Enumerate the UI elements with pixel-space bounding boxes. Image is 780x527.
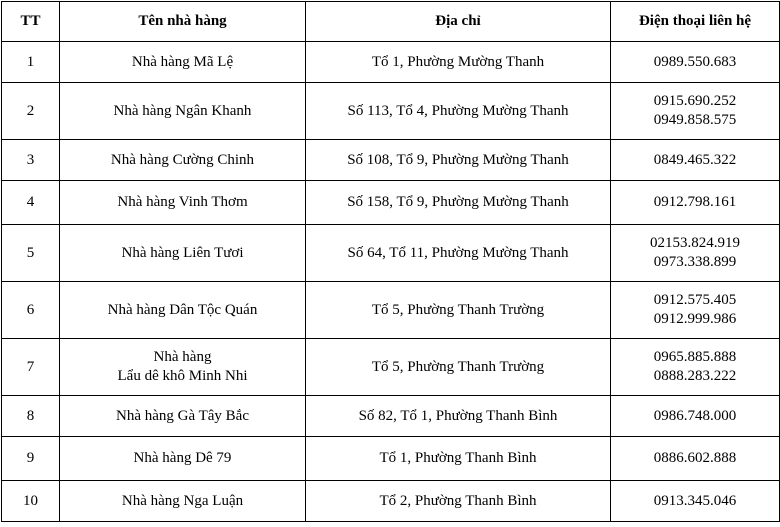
restaurant-name: Nhà hàng Liên Tươi bbox=[60, 225, 306, 282]
row-number: 4 bbox=[2, 181, 60, 225]
table-row bbox=[2, 481, 780, 522]
restaurant-phone: 0965.885.888 0888.283.222 bbox=[611, 339, 780, 396]
restaurant-address: Số 113, Tổ 4, Phường Mường Thanh bbox=[306, 83, 611, 140]
restaurant-name: Nhà hàng Gà Tây Bắc bbox=[60, 396, 306, 437]
table-row bbox=[2, 83, 780, 140]
restaurant-name: Nhà hàng Nga Luận bbox=[60, 481, 306, 522]
table-row bbox=[2, 140, 780, 181]
restaurant-phone: 0912.575.405 0912.999.986 bbox=[611, 282, 780, 339]
restaurant-phone: 0886.602.888 bbox=[611, 437, 780, 481]
restaurant-phone: 0849.465.322 bbox=[611, 140, 780, 181]
header-phone: Điện thoại liên hệ bbox=[611, 2, 780, 42]
restaurant-phone: 0912.798.161 bbox=[611, 181, 780, 225]
restaurant-phone: 0915.690.252 0949.858.575 bbox=[611, 83, 780, 140]
row-number: 1 bbox=[2, 42, 60, 83]
restaurant-phone: 0913.345.046 bbox=[611, 481, 780, 522]
table-row bbox=[2, 181, 780, 225]
row-number: 10 bbox=[2, 481, 60, 522]
header-restaurant-name: Tên nhà hàng bbox=[60, 2, 306, 42]
restaurant-address: Tổ 2, Phường Thanh Bình bbox=[306, 481, 611, 522]
row-number: 8 bbox=[2, 396, 60, 437]
restaurant-address: Tổ 5, Phường Thanh Trường bbox=[306, 339, 611, 396]
restaurant-name: Nhà hàng Cường Chinh bbox=[60, 140, 306, 181]
row-number: 6 bbox=[2, 282, 60, 339]
restaurant-name: Nhà hàng Ngân Khanh bbox=[60, 83, 306, 140]
restaurant-address: Tổ 1, Phường Thanh Bình bbox=[306, 437, 611, 481]
restaurant-address: Số 64, Tổ 11, Phường Mường Thanh bbox=[306, 225, 611, 282]
row-number: 7 bbox=[2, 339, 60, 396]
header-address: Địa chỉ bbox=[306, 2, 611, 42]
restaurant-address: Số 158, Tổ 9, Phường Mường Thanh bbox=[306, 181, 611, 225]
restaurant-address: Số 82, Tổ 1, Phường Thanh Bình bbox=[306, 396, 611, 437]
restaurant-address: Tổ 1, Phường Mường Thanh bbox=[306, 42, 611, 83]
table-row bbox=[2, 282, 780, 339]
table-row bbox=[2, 339, 780, 396]
row-number: 3 bbox=[2, 140, 60, 181]
header-tt: TT bbox=[2, 2, 60, 42]
restaurant-phone: 0986.748.000 bbox=[611, 396, 780, 437]
table-row bbox=[2, 42, 780, 83]
table-row bbox=[2, 437, 780, 481]
row-number: 5 bbox=[2, 225, 60, 282]
restaurant-name: Nhà hàng Dân Tộc Quán bbox=[60, 282, 306, 339]
restaurant-table bbox=[1, 1, 780, 522]
table-row bbox=[2, 225, 780, 282]
row-number: 9 bbox=[2, 437, 60, 481]
row-number: 2 bbox=[2, 83, 60, 140]
restaurant-address: Tổ 5, Phường Thanh Trường bbox=[306, 282, 611, 339]
header-row bbox=[2, 2, 780, 42]
restaurant-phone: 02153.824.919 0973.338.899 bbox=[611, 225, 780, 282]
restaurant-name: Nhà hàng Mã Lệ bbox=[60, 42, 306, 83]
restaurant-name: Nhà hàng Dê 79 bbox=[60, 437, 306, 481]
restaurant-name: Nhà hàng Lẩu dê khô Minh Nhi bbox=[60, 339, 306, 396]
table-row bbox=[2, 396, 780, 437]
restaurant-address: Số 108, Tổ 9, Phường Mường Thanh bbox=[306, 140, 611, 181]
restaurant-phone: 0989.550.683 bbox=[611, 42, 780, 83]
restaurant-name: Nhà hàng Vinh Thơm bbox=[60, 181, 306, 225]
